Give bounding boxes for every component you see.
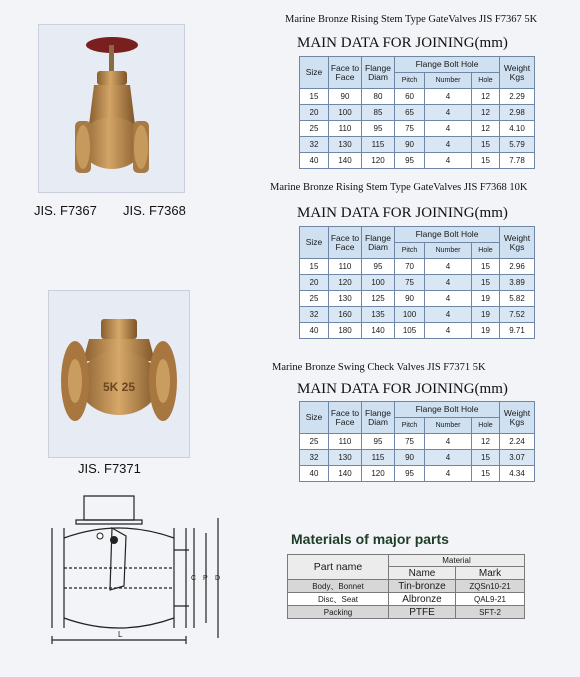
table-cell: 15	[300, 259, 329, 275]
table-cell: 100	[395, 307, 425, 323]
materials-table	[287, 554, 525, 619]
table-cell: 110	[329, 434, 362, 450]
header-size: Size	[300, 402, 329, 434]
header-hole: Hole	[472, 243, 500, 259]
table-cell: 40	[300, 466, 329, 482]
table-cell: 140	[329, 466, 362, 482]
table-cell: 15	[472, 275, 500, 291]
table-cell: 4	[425, 121, 472, 137]
table-cell: 4	[425, 291, 472, 307]
table-cell: 120	[329, 275, 362, 291]
table-row	[300, 89, 535, 105]
header-flange: Flange Diam	[362, 402, 395, 434]
table-cell: 15	[472, 259, 500, 275]
table-cell: 4.34	[500, 466, 535, 482]
cast-mark-text: 5K 25	[102, 380, 136, 394]
table-cell: 130	[329, 450, 362, 466]
table-cell: 25	[300, 121, 329, 137]
table-cell: 95	[395, 153, 425, 169]
dim-label-l: L	[118, 630, 123, 639]
table-cell: 135	[362, 307, 395, 323]
materials-title: Materials of major parts	[291, 531, 449, 547]
table-cell: 110	[329, 121, 362, 137]
material-name-cell: PTFE	[389, 606, 456, 619]
header-flange: Flange Diam	[362, 57, 395, 89]
header-number: Number	[425, 73, 472, 89]
table-cell: 160	[329, 307, 362, 323]
header-pitch: Pitch	[395, 243, 425, 259]
table-cell: 90	[329, 89, 362, 105]
table-row	[300, 450, 535, 466]
table-row	[300, 291, 535, 307]
table-cell: 60	[395, 89, 425, 105]
table-cell: 85	[362, 105, 395, 121]
table-cell: 95	[362, 121, 395, 137]
part-name-cell: Packing	[288, 606, 389, 619]
table-cell: 90	[395, 137, 425, 153]
table-cell: 75	[395, 434, 425, 450]
table-cell: 7.78	[500, 153, 535, 169]
table-cell: 5.79	[500, 137, 535, 153]
table-row	[300, 137, 535, 153]
table-cell: 3.07	[500, 450, 535, 466]
header-part-name: Part name	[288, 555, 389, 580]
table-cell: 2.29	[500, 89, 535, 105]
table-cell: 180	[329, 323, 362, 339]
table-cell: 90	[395, 450, 425, 466]
header-size: Size	[300, 57, 329, 89]
part-name-cell: Body、Bonnet	[288, 580, 389, 593]
table-cell: 105	[395, 323, 425, 339]
header-face: Face to Face	[329, 402, 362, 434]
table-cell: 125	[362, 291, 395, 307]
table-cell: 65	[395, 105, 425, 121]
table-cell: 115	[362, 450, 395, 466]
header-weight: Weight Kgs	[500, 227, 535, 259]
table-row	[300, 105, 535, 121]
dim-label-p: P	[203, 575, 208, 582]
gate-valve-icon	[39, 25, 184, 192]
materials-row	[288, 593, 525, 606]
table-cell: 19	[472, 307, 500, 323]
header-weight: Weight Kgs	[500, 57, 535, 89]
table-cell: 40	[300, 323, 329, 339]
header-bolt-hole: Flange Bolt Hole	[395, 227, 500, 243]
table-cell: 95	[362, 434, 395, 450]
table-cell: 4	[425, 259, 472, 275]
gate-valve-caption-f7368: JIS. F7368	[123, 203, 186, 218]
table-cell: 15	[300, 89, 329, 105]
section-title-f7371: Marine Bronze Swing Check Valves JIS F7371 5K	[272, 362, 486, 373]
gate-valve-photo	[38, 24, 185, 193]
table-cell: 15	[472, 153, 500, 169]
table-cell: 4	[425, 89, 472, 105]
check-valve-icon	[49, 291, 189, 457]
table-cell: 12	[472, 434, 500, 450]
table-cell: 9.71	[500, 323, 535, 339]
spec-table-f7368	[299, 226, 535, 339]
table-cell: 80	[362, 89, 395, 105]
table-cell: 75	[395, 121, 425, 137]
dim-label-c: C	[191, 575, 197, 582]
table-cell: 12	[472, 105, 500, 121]
section-title-f7367: Marine Bronze Rising Stem Type GateValves JIS F7367 5K	[285, 14, 538, 25]
spec-table-f7367	[299, 56, 535, 169]
table-cell: 2.98	[500, 105, 535, 121]
table-cell: 4	[425, 466, 472, 482]
header-pitch: Pitch	[395, 418, 425, 434]
table-cell: 140	[362, 323, 395, 339]
header-material: Material	[389, 555, 525, 567]
material-mark-cell: ZQSn10-21	[456, 580, 525, 593]
table-cell: 15	[472, 137, 500, 153]
section-subtitle-f7367: MAIN DATA FOR JOINING(mm)	[297, 35, 508, 51]
header-material-mark: Mark	[456, 567, 525, 580]
table-cell: 95	[395, 466, 425, 482]
table-cell: 15	[472, 450, 500, 466]
section-title-f7368: Marine Bronze Rising Stem Type GateValves JIS F7368 10K	[270, 182, 528, 193]
header-hole: Hole	[472, 418, 500, 434]
material-mark-cell: QAL9-21	[456, 593, 525, 606]
table-cell: 32	[300, 450, 329, 466]
table-cell: 120	[362, 466, 395, 482]
table-cell: 140	[329, 153, 362, 169]
table-cell: 15	[472, 466, 500, 482]
table-cell: 32	[300, 307, 329, 323]
header-material-name: Name	[389, 567, 456, 580]
table-cell: 95	[362, 259, 395, 275]
header-face: Face to Face	[329, 227, 362, 259]
table-cell: 19	[472, 291, 500, 307]
check-valve-caption: JIS. F7371	[78, 461, 141, 476]
table-cell: 32	[300, 137, 329, 153]
table-cell: 4	[425, 450, 472, 466]
table-cell: 100	[329, 105, 362, 121]
table-cell: 2.24	[500, 434, 535, 450]
material-name-cell: Tin-bronze	[389, 580, 456, 593]
table-cell: 12	[472, 121, 500, 137]
table-cell: 5.82	[500, 291, 535, 307]
table-cell: 12	[472, 89, 500, 105]
table-row	[300, 275, 535, 291]
header-number: Number	[425, 243, 472, 259]
table-cell: 130	[329, 291, 362, 307]
spec-table-f7371	[299, 401, 535, 482]
table-cell: 100	[362, 275, 395, 291]
part-name-cell: Disc、Seat	[288, 593, 389, 606]
table-row	[300, 466, 535, 482]
header-flange: Flange Diam	[362, 227, 395, 259]
table-cell: 130	[329, 137, 362, 153]
table-cell: 110	[329, 259, 362, 275]
table-cell: 20	[300, 275, 329, 291]
material-mark-cell: SFT-2	[456, 606, 525, 619]
table-cell: 70	[395, 259, 425, 275]
table-cell: 4.10	[500, 121, 535, 137]
table-cell: 4	[425, 153, 472, 169]
table-cell: 90	[395, 291, 425, 307]
table-row	[300, 153, 535, 169]
cross-section-icon	[24, 488, 224, 648]
table-cell: 3.89	[500, 275, 535, 291]
dim-label-d: D	[215, 575, 221, 582]
table-cell: 4	[425, 275, 472, 291]
section-subtitle-f7368: MAIN DATA FOR JOINING(mm)	[297, 205, 508, 221]
table-cell: 20	[300, 105, 329, 121]
header-pitch: Pitch	[395, 73, 425, 89]
table-cell: 115	[362, 137, 395, 153]
header-bolt-hole: Flange Bolt Hole	[395, 402, 500, 418]
header-weight: Weight Kgs	[500, 402, 535, 434]
table-cell: 4	[425, 137, 472, 153]
table-cell: 25	[300, 434, 329, 450]
table-cell: 75	[395, 275, 425, 291]
table-cell: 4	[425, 434, 472, 450]
table-row	[300, 259, 535, 275]
materials-row	[288, 580, 525, 593]
table-row	[300, 323, 535, 339]
table-row	[300, 121, 535, 137]
table-cell: 7.52	[500, 307, 535, 323]
table-cell: 19	[472, 323, 500, 339]
material-name-cell: Albronze	[389, 593, 456, 606]
table-cell: 4	[425, 105, 472, 121]
table-cell: 25	[300, 291, 329, 307]
gate-valve-caption-f7367: JIS. F7367	[34, 203, 97, 218]
valve-section-drawing	[24, 488, 224, 648]
table-cell: 4	[425, 307, 472, 323]
check-valve-photo	[48, 290, 190, 458]
header-face: Face to Face	[329, 57, 362, 89]
table-cell: 2.96	[500, 259, 535, 275]
table-row	[300, 307, 535, 323]
header-number: Number	[425, 418, 472, 434]
table-cell: 40	[300, 153, 329, 169]
header-bolt-hole: Flange Bolt Hole	[395, 57, 500, 73]
header-size: Size	[300, 227, 329, 259]
section-subtitle-f7371: MAIN DATA FOR JOINING(mm)	[297, 381, 508, 397]
table-cell: 4	[425, 323, 472, 339]
table-cell: 120	[362, 153, 395, 169]
header-hole: Hole	[472, 73, 500, 89]
table-row	[300, 434, 535, 450]
materials-row	[288, 606, 525, 619]
